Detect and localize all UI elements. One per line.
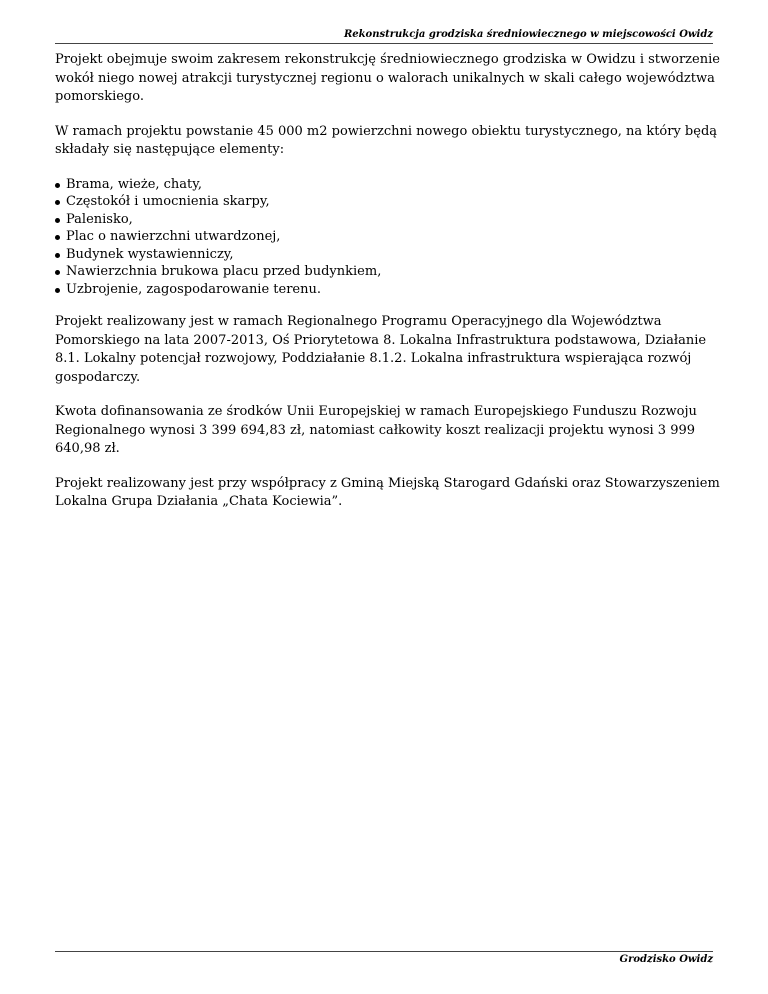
project-elements-list: [55, 176, 720, 299]
list-item-text: Plac o nawierzchni utwardzonej,: [66, 229, 281, 244]
page-header: Rekonstrukcja grodziska średniowiecznego w miejscowości Owidz: [343, 29, 713, 40]
program-paragraph: Projekt realizowany jest w ramach Regionalnego Programu Operacyjnego dla Województwa Pomorskiego na lata 2007-2013, Oś Priorytetowa 8. Lokalna Infrastruktura podstawowa, Działanie 8.1. Lokalny potencjał rozwojowy, Poddziałanie 8.1.2. Lokalna infrastruktura wspierająca rozwój gospodarczy.: [55, 314, 707, 385]
list-item: [55, 263, 720, 281]
list-item-text: Brama, wieże, chaty,: [66, 176, 203, 192]
bullet-icon: [55, 200, 60, 205]
intro-paragraph: Projekt obejmuje swoim zakresem rekonstrukcję średniowiecznego grodziska w Owidzu i stworzenie wokół niego nowej atrakcji turystycznej regionu o walorach unikalnych w skali całego województwa pomorskiego.: [55, 52, 720, 104]
partners-paragraph: Projekt realizowany jest przy współpracy z Gminą Miejską Starogard Gdański oraz Stowarzyszeniem Lokalna Grupa Działania „Chata Kociewia”.: [55, 475, 720, 509]
document-body: [55, 51, 720, 528]
list-item: [55, 281, 720, 299]
bullet-icon: [55, 183, 60, 188]
list-item-text: Nawierzchnia brukowa placu przed budynkiem,: [66, 264, 382, 279]
list-item-text: Palenisko,: [66, 211, 133, 227]
bullet-icon: [55, 288, 60, 293]
area-paragraph: W ramach projektu powstanie 45 000 m2 powierzchni nowego obiektu turystycznego, na który będą składały się następujące elementy:: [55, 123, 718, 157]
list-item: [55, 176, 720, 194]
list-item-text: Budynek wystawienniczy,: [66, 246, 234, 262]
list-item-text: Uzbrojenie, zagospodarowanie terenu.: [66, 281, 321, 297]
list-item: [55, 246, 720, 264]
bullet-icon: [55, 253, 60, 258]
bullet-icon: [55, 218, 60, 223]
funding-paragraph: Kwota dofinansowania ze środków Unii Europejskiej w ramach Europejskiego Funduszu Rozwoju Regionalnego wynosi 3 399 694,83 zł, natomiast całkowity koszt realizacji projektu wynosi 3 999 640,98 zł.: [55, 404, 697, 456]
list-item-text: Częstokół i umocnienia skarpy,: [66, 194, 270, 209]
bullet-icon: [55, 235, 60, 240]
list-item: [55, 211, 720, 229]
page-footer: Grodzisko Owidz: [619, 954, 713, 965]
header-divider: [55, 43, 713, 44]
list-item: [55, 193, 720, 211]
bullet-icon: [55, 270, 60, 275]
list-item: [55, 228, 720, 246]
